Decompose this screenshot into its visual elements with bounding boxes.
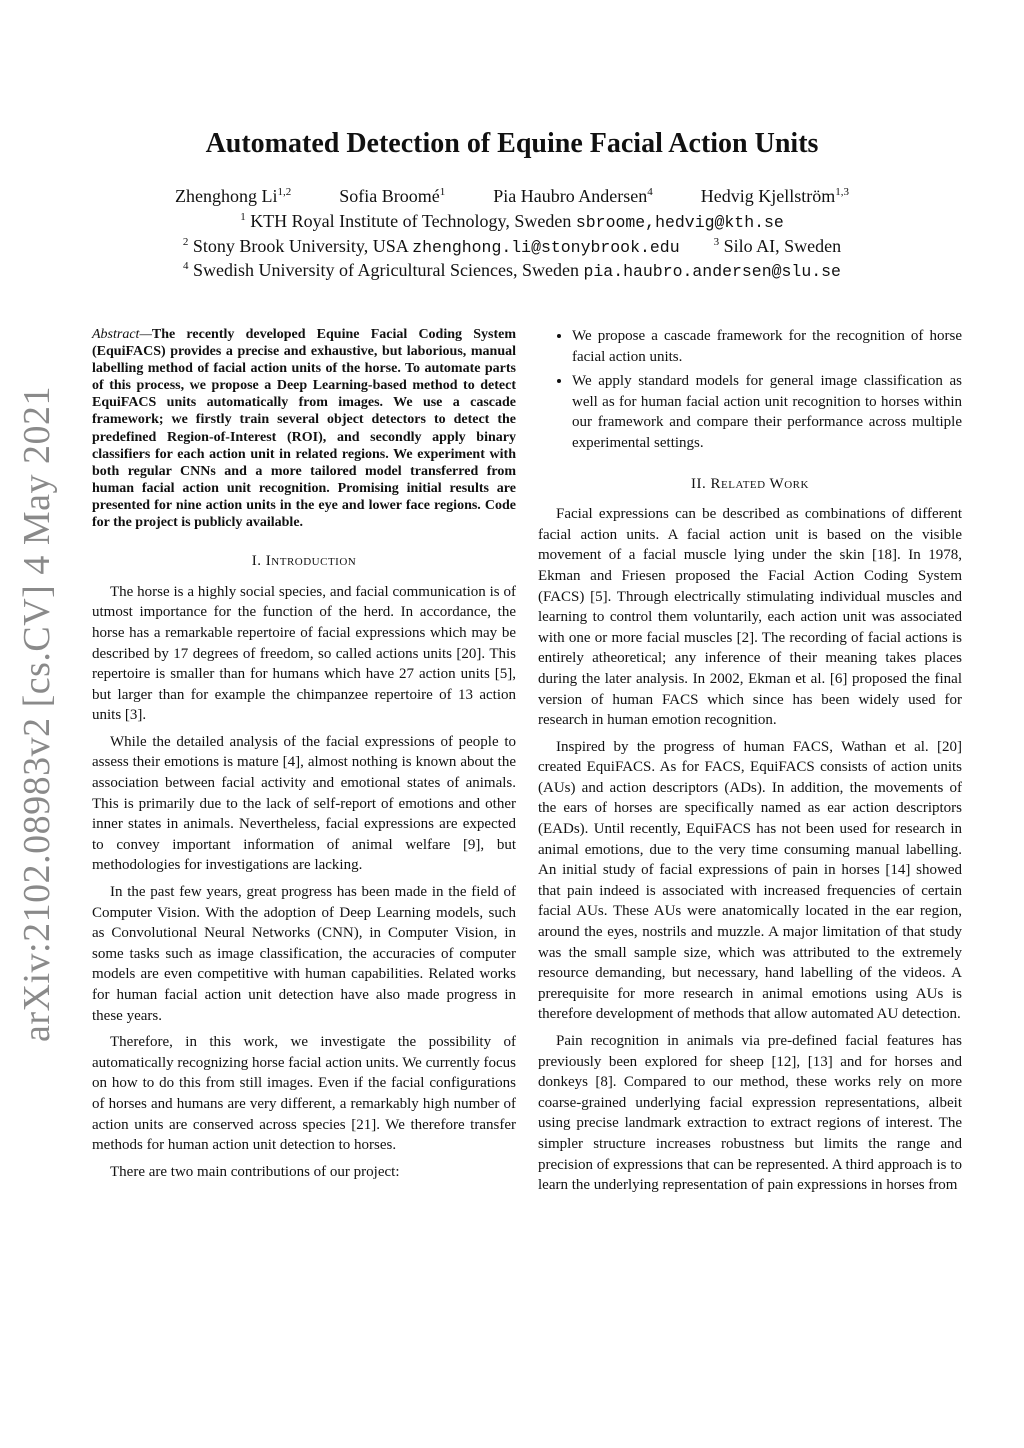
paper-title: Automated Detection of Equine Facial Action Units (205, 128, 819, 159)
paragraph: There are two main contributions of our project: (110, 1163, 400, 1180)
email: zhenghong.li@stonybrook.edu (412, 238, 680, 257)
abstract-text: The recently developed Equine Facial Coding System (EquiFACS) provides a precise and exhaustive, but laborious, manual labelling method of facial action units of the horse. To automate parts of this process, we propose a Deep Learning-based method to detect EquiFACS units automatically from images. We use a cascade framework; we firstly train several object detectors to detect the predefined Region-of-Interest (ROI), and secondly apply binary classifiers for each action unit in related regions. We experiment with both regular CNNs and a more tailored model transferred from human facial action unit recognition. Promising initial results are presented for nine action units in the eye and lower face regions. Code for the project is publicly available. (92, 327, 516, 531)
author: Zhenghong Li$^{1,2}$ (175, 186, 292, 206)
affiliation-line: $^4$ Swedish University of Agricultural Sciences, Sweden pia.haubro.andersen@slu.se (183, 260, 841, 281)
right-column (538, 326, 962, 1202)
paragraph: Facial expressions can be described as combinations of different facial action units. A facial action unit is based on the visible movement of a facial muscle lying under the skin [18]. In 1978, Ekman and Friesen proposed the Facial Action Coding System (FACS) [5]. Through electrically stimulating individual muscles and learning to control them voluntarily, each action unit was associated with one or more facial muscles [2]. The recording of facial actions is entirely atheoretical; any inference of their meaning takes places during the later analysis. In 2002, Ekman et al. [6] proposed the final version of human FACS which since has been widely used for research in human emotion recognition. (538, 506, 962, 729)
author: Sofia Broomé$^1$ (339, 186, 446, 206)
paragraph: Pain recognition in animals via pre-defined facial features has previously been explored for sheep [12], [13] and for horses and donkeys [8]. Compared to our method, these works rely on more coarse-grained underlying facial expression representations, albeit using precise landmark extraction to extract regions of interest. The simpler structure increases robustness but limits the range and precision of expressions that can be represented. A third approach is to learn the underlying representation of pain expressions in horses from (538, 1033, 962, 1194)
paragraph: In the past few years, great progress has been made in the field of Computer Vision. With the adoption of Deep Learning models, such as Convolutional Neural Networks (CNN), in Computer Vision, in some tasks such as image classification, the accuracies of computer models are even competitive with human capabilities. Related works for human facial action unit detection have also made progress in these years. (92, 884, 516, 1024)
author: Hedvig Kjellström$^{1,3}$ (700, 186, 849, 206)
left-column (92, 326, 516, 1188)
email: pia.haubro.andersen@slu.se (583, 262, 841, 281)
section-heading: I. Introduction (251, 553, 357, 570)
paragraph: The horse is a highly social species, and facial communication is of utmost importance for the function of the herd. In accordance, the horse has a remarkable repertoire of facial expressions which may be described by 17 degrees of freedom, so called actions units [20]. This repertoire is smaller than for humans which have 27 action units [5], but larger than for example the chimpanzee repertoire of 13 action units [3]. (92, 583, 516, 724)
email: sbroome,hedvig@kth.se (575, 213, 784, 232)
affiliation-line: $^1$ KTH Royal Institute of Technology, Sweden sbroome,hedvig@kth.se (240, 211, 784, 232)
list-item: • We apply standard models for general image classification as well as for human facial action unit recognition to horses within our framework and compare their performance across multiple experimental settings. (572, 371, 962, 453)
author: Pia Haubro Andersen$^4$ (493, 186, 653, 206)
paragraph: Inspired by the progress of human FACS, Wathan et al. [20] created EquiFACS. As for FACS, EquiFACS consists of action units (AUs) and action descriptors (ADs). In addition, the movements of the ears of horses are specifically named as ear action descriptors (EADs). Until recently, EquiFACS has not been used for research in animal emotions, due to the very time consuming manual labelling. An initial study of facial expressions of pain in horses [14] showed that pain indeed is associated with increased frequencies of certain facial AUs. These AUs were anatomically located in the ear region, around the eyes, nostrils and muzzle. A major limitation of that study was the small sample size, which was attributed to the extremely resource demanding, but necessary, hand labelling of the videos. A prerequisite for more research in animal emotions using AUs is therefore development of methods that allow automated AU detection. (538, 738, 962, 1023)
abstract-label: Abstract— (92, 327, 152, 342)
abstract (92, 326, 516, 531)
section-heading: II. Related Work (691, 475, 809, 492)
paragraph: While the detailed analysis of the facial expressions of people to assess their emotions is mature [4], almost nothing is known about the association between facial activity and emotional states of animals. This is primarily due to the lack of self-report of emotions and other inner states in animals. Nevertheless, facial expressions are expected to convey important information of animal welfare [9], but methodologies for investigations are lacking. (92, 733, 516, 874)
paragraph: Therefore, in this work, we investigate the possibility of automatically recognizing horse facial action units. We currently focus on how to do this from still images. Even if the facial configurations of horses and humans are very different, a remarkably high number of action units are conserved across species [21]. We therefore transfer methods for human action unit detection to horses. (92, 1034, 516, 1154)
arxiv-identifier: arXiv:2102.08983v2 [cs.CV] 4 May 2021 (16, 386, 58, 1042)
author-list (0, 186, 1024, 207)
affiliation-line: $^2$ Stony Brook University, USA zhenghong.li@stonybrook.edu $^3$ Silo AI, Sweden (182, 236, 842, 257)
contribution-list (538, 326, 962, 454)
list-item: • We propose a cascade framework for the recognition of horse facial action units. (572, 326, 962, 367)
